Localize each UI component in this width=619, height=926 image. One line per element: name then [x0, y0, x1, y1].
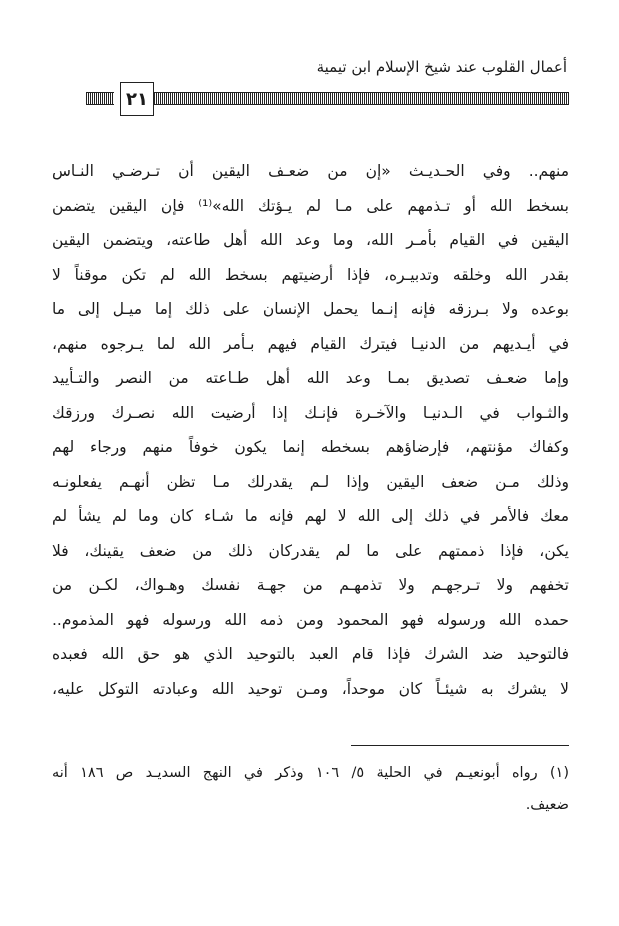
text-line: تخفهم ولا تـرجهـم ولا تذمهـم من جهـة نفسك وهـواك، لكـن من: [52, 576, 569, 594]
text-line: حمده الله ورسوله فهو المحمود ومن ذمه الله ورسوله فهو المذموم..: [52, 610, 569, 629]
text-line: يكن، فإذا ذممتهم على ما لم يقدركان ذلك من ضعف يقينك، فلا: [52, 541, 569, 560]
footnote-line: ضعيف.: [525, 797, 569, 813]
running-title: أعمال القلوب عند شيخ الإسلام ابن تيمية: [316, 58, 567, 76]
text-line: والثـواب في الـدنيـا والآخـرة فإنـك إذا أرضيت الله نصـرك ورزقك: [52, 403, 569, 422]
header-ornament-left: [86, 92, 114, 105]
text-line: منهم.. وفي الحـديـث «إن من ضعـف اليقين أن تـرضـي النـاس: [52, 162, 569, 180]
footnote-separator: [351, 745, 569, 746]
text-line: لا يشرك به شيئـاً كان موحداً، ومـن توحيد الله وعبادته التوكل عليه،: [52, 679, 569, 698]
page-number: ٢١: [120, 82, 154, 116]
text-line: بوعده ولا بـرزقه فإنه إنـما يحمل الإنسان على ذلك إما ميـل إلى ما: [52, 300, 569, 318]
text-line: في أيـديهم من الدنيـا فيترك القيام فيهم بـأمر الله لما يـرجوه منهم،: [52, 334, 569, 353]
text-line: بقدر الله وخلقه وتدبيـره، فإذا أرضيتهم بسخط الله لم تكن موقناً لا: [52, 265, 569, 284]
header-band: [86, 82, 569, 118]
text-line: بسخط الله أو تـذمهم على مـا لم يـؤتك الله»⁽¹⁾ فإن اليقين يتضمن: [52, 196, 569, 215]
text-line: فالتوحيد ضد الشرك فإذا قام العبد بالتوحيد الذي هو حق الله فعبده: [52, 645, 569, 663]
footnote-line: (١) رواه أبونعيـم في الحلية ٥/ ١٠٦ وذكر في النهج السديـد ص ١٨٦ أنه: [52, 765, 569, 781]
footnote: [52, 757, 569, 821]
body-text: [52, 154, 569, 706]
text-line: وإما ضعـف تصديق بمـا وعد الله أهل طـاعته من النصر والتـأييد: [52, 369, 569, 387]
text-line: معك فالأمر في ذلك إلى الله لا لهم فإنه ما شـاء كان وما لم يشأ لم: [52, 507, 569, 525]
text-line: اليقين في القيام بأمـر الله، وما وعد الله أهل طاعته، ويتضمن اليقين: [52, 231, 569, 249]
header-ornament-right: [154, 92, 569, 105]
text-line: وكفاك مؤنتهم، فإرضاؤهم بسخطه إنما يكون خوفاً منهم ورجاء لهم: [52, 438, 569, 456]
text-line: وذلك مـن ضعف اليقين وإذا لـم يقدرلك مـا تظن أنهـم يفعلونـه: [52, 472, 569, 491]
